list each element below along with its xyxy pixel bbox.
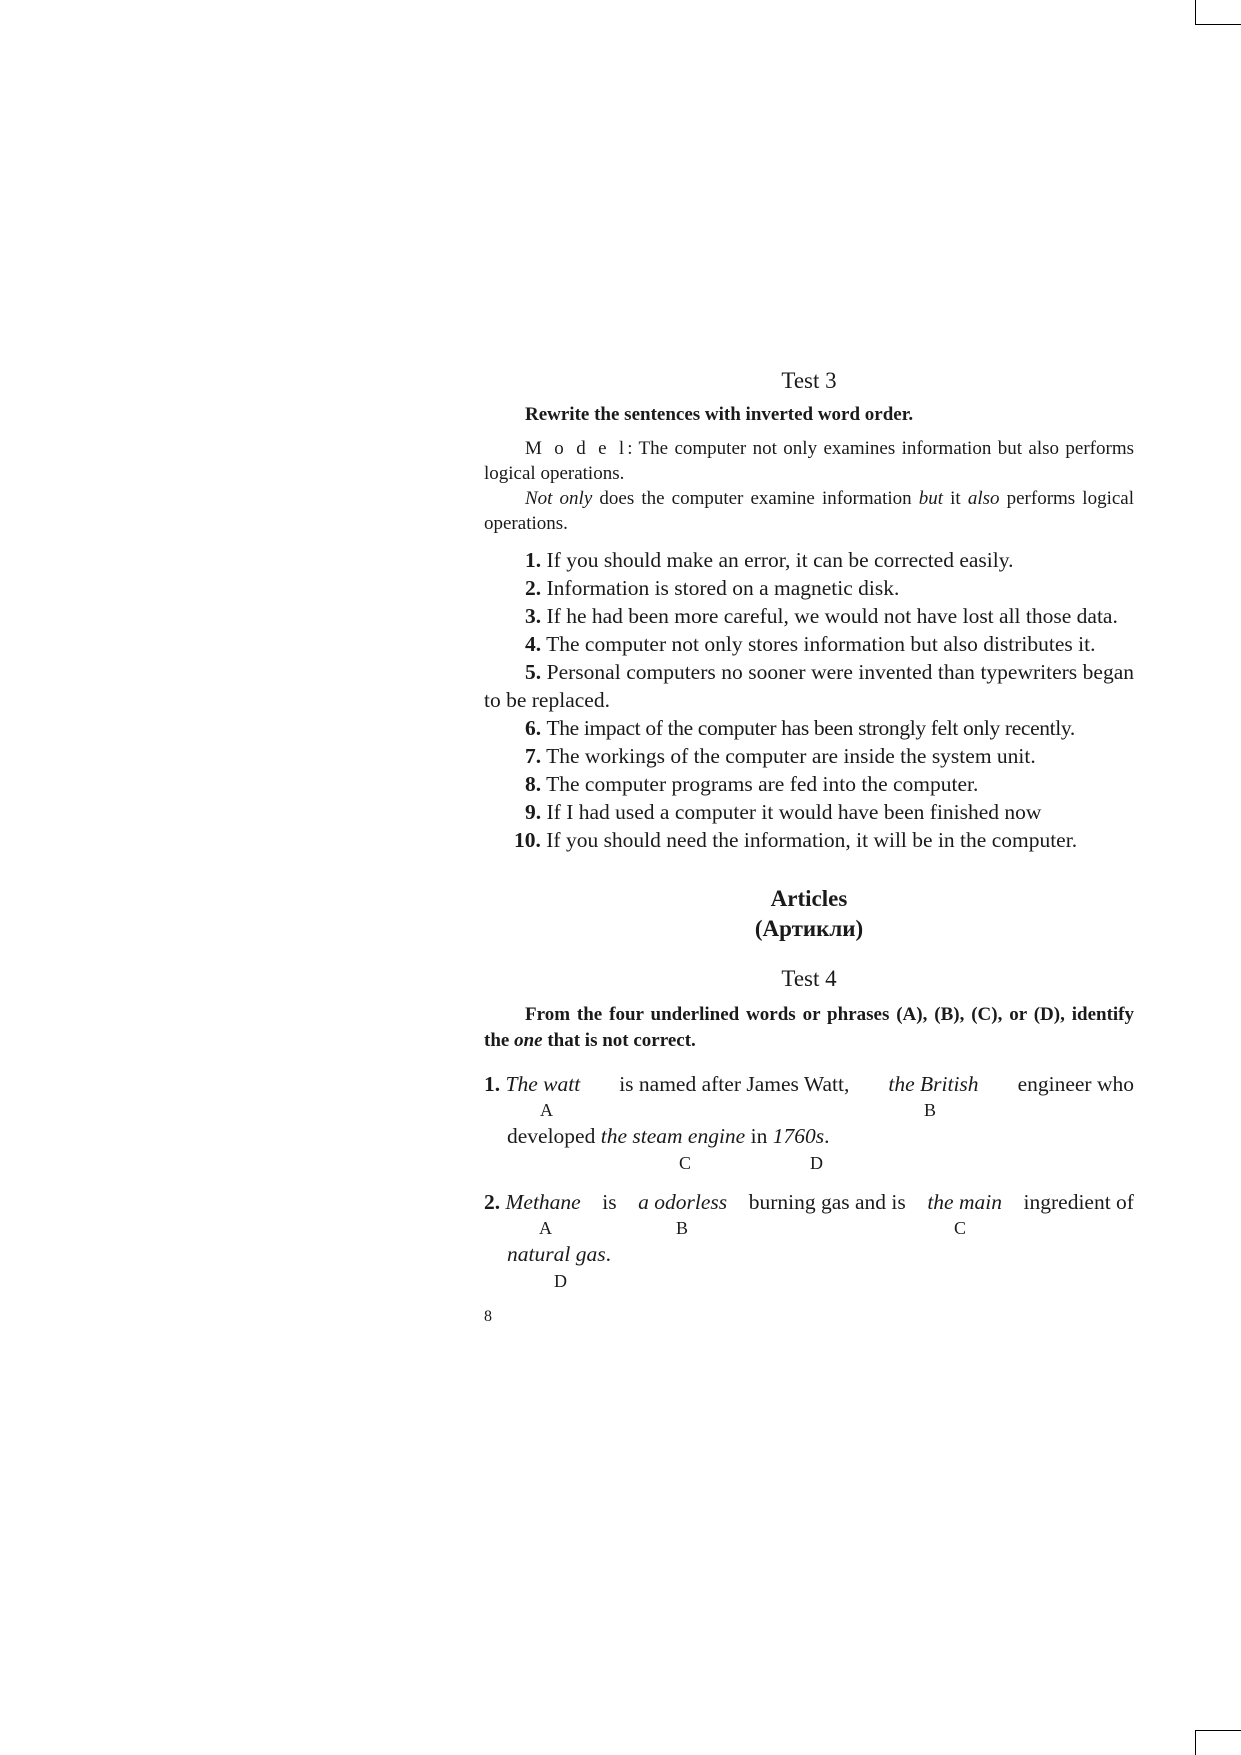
question-text: . <box>824 1124 830 1148</box>
item-text: If he had been more careful, we would not have lost all those data. <box>546 604 1118 628</box>
question-number: 2. <box>484 1190 501 1214</box>
question-2-line-2 <box>507 1242 611 1267</box>
item-text: The workings of the computer are inside the system unit. <box>546 744 1036 768</box>
option-b-phrase: a odorless <box>638 1190 728 1214</box>
item-number: 9. <box>525 800 542 824</box>
item-text: The computer not only stores information but also distributes it. <box>546 632 1096 656</box>
list-item <box>484 574 1134 602</box>
item-number: 1. <box>525 548 542 572</box>
list-item <box>484 546 1134 574</box>
list-item <box>484 630 1134 658</box>
instruction-text: From the four underlined words or phrases (A), (B), (C), or (D), identify the <box>484 1004 1134 1051</box>
question-text: burning gas and is <box>748 1190 906 1214</box>
question-1-line-1 <box>484 1072 1134 1097</box>
question-2-line-1 <box>484 1190 1134 1215</box>
option-a-phrase: Methane <box>505 1190 581 1214</box>
question-1-line-2 <box>507 1124 829 1149</box>
item-text: The computer programs are fed into the computer. <box>546 772 979 796</box>
option-d-phrase: 1760s <box>772 1124 825 1148</box>
item-text: Information is stored on a magnetic disk. <box>546 576 900 600</box>
question-text: ingredient of <box>1023 1190 1134 1214</box>
label-c: C <box>954 1218 967 1238</box>
answer-part-also: also <box>967 488 1000 509</box>
item-number: 6. <box>525 716 542 740</box>
option-b-phrase: the British <box>888 1072 979 1096</box>
question-text: . <box>605 1242 611 1266</box>
option-c-phrase: the steam engine <box>600 1124 746 1148</box>
item-text: Personal computers no sooner were invented than typewriters began to be replaced. <box>484 660 1135 712</box>
item-number: 10. <box>514 828 541 852</box>
label-b: B <box>676 1218 689 1238</box>
item-number: 7. <box>525 744 542 768</box>
item-text: If I had used a computer it would have been finished now <box>546 800 1042 824</box>
item-number: 4. <box>525 632 542 656</box>
item-number: 3. <box>525 604 542 628</box>
list-item <box>484 826 1134 854</box>
answer-part: it <box>943 488 968 509</box>
item-text: If you should need the information, it will be in the computer. <box>546 828 1078 852</box>
instruction-text: that is not correct. <box>542 1030 696 1051</box>
test4-instruction <box>484 1002 1134 1054</box>
item-number: 2. <box>525 576 542 600</box>
articles-subtitle: (Артикли) <box>754 916 864 941</box>
item-text: The impact of the computer has been strongly felt only recently. <box>546 716 1075 740</box>
item-number: 8. <box>525 772 542 796</box>
question-text: in <box>745 1124 773 1148</box>
question-text: is named after James Watt, <box>619 1072 850 1096</box>
list-item <box>484 770 1134 798</box>
test3-instruction: Rewrite the sentences with inverted word order. <box>525 404 914 425</box>
page-content <box>484 366 1134 1326</box>
question-text: developed <box>507 1124 601 1148</box>
model-sentence <box>484 436 1134 486</box>
crop-mark-top-vertical <box>1195 0 1196 24</box>
answer-part: performs logical operations. <box>484 488 1134 534</box>
question-1 <box>484 1072 1134 1178</box>
list-item <box>484 714 1134 742</box>
answer-part: does the computer examine information <box>592 488 919 509</box>
model-label: M o d e l <box>525 438 628 459</box>
test3-items <box>484 546 1134 854</box>
question-text: engineer who <box>1017 1072 1134 1096</box>
option-a-phrase: The watt <box>505 1072 581 1096</box>
answer-part-not-only: Not only <box>525 488 593 509</box>
item-number: 5. <box>525 660 542 684</box>
label-a: A <box>540 1100 553 1120</box>
crop-mark-top-horizontal <box>1195 24 1241 25</box>
option-c-phrase: the main <box>927 1190 1002 1214</box>
option-d-phrase: natural gas <box>507 1242 606 1266</box>
instruction-emphasis: one <box>514 1030 543 1051</box>
articles-title: Articles <box>770 886 848 911</box>
model-answer <box>484 486 1134 536</box>
label-a: A <box>539 1218 552 1238</box>
label-c: C <box>679 1153 692 1173</box>
test4-title: Test 4 <box>781 966 837 991</box>
question-text: is <box>602 1190 617 1214</box>
model-text: : The computer not only examines information but also performs logical operations. <box>484 438 1134 484</box>
page-number: 8 <box>484 1308 492 1325</box>
question-number: 1. <box>484 1072 501 1096</box>
label-d: D <box>554 1271 567 1291</box>
question-2 <box>484 1190 1134 1296</box>
list-item <box>484 602 1134 630</box>
item-text: If you should make an error, it can be corrected easily. <box>546 548 1014 572</box>
list-item <box>484 742 1134 770</box>
list-item <box>484 658 1134 714</box>
crop-mark-bottom-vertical <box>1195 1730 1196 1755</box>
test3-title: Test 3 <box>781 368 837 393</box>
crop-mark-bottom-horizontal <box>1195 1730 1241 1731</box>
list-item <box>484 798 1134 826</box>
answer-part-but: but <box>918 488 944 509</box>
label-d: D <box>810 1153 823 1173</box>
label-b: B <box>924 1100 937 1120</box>
